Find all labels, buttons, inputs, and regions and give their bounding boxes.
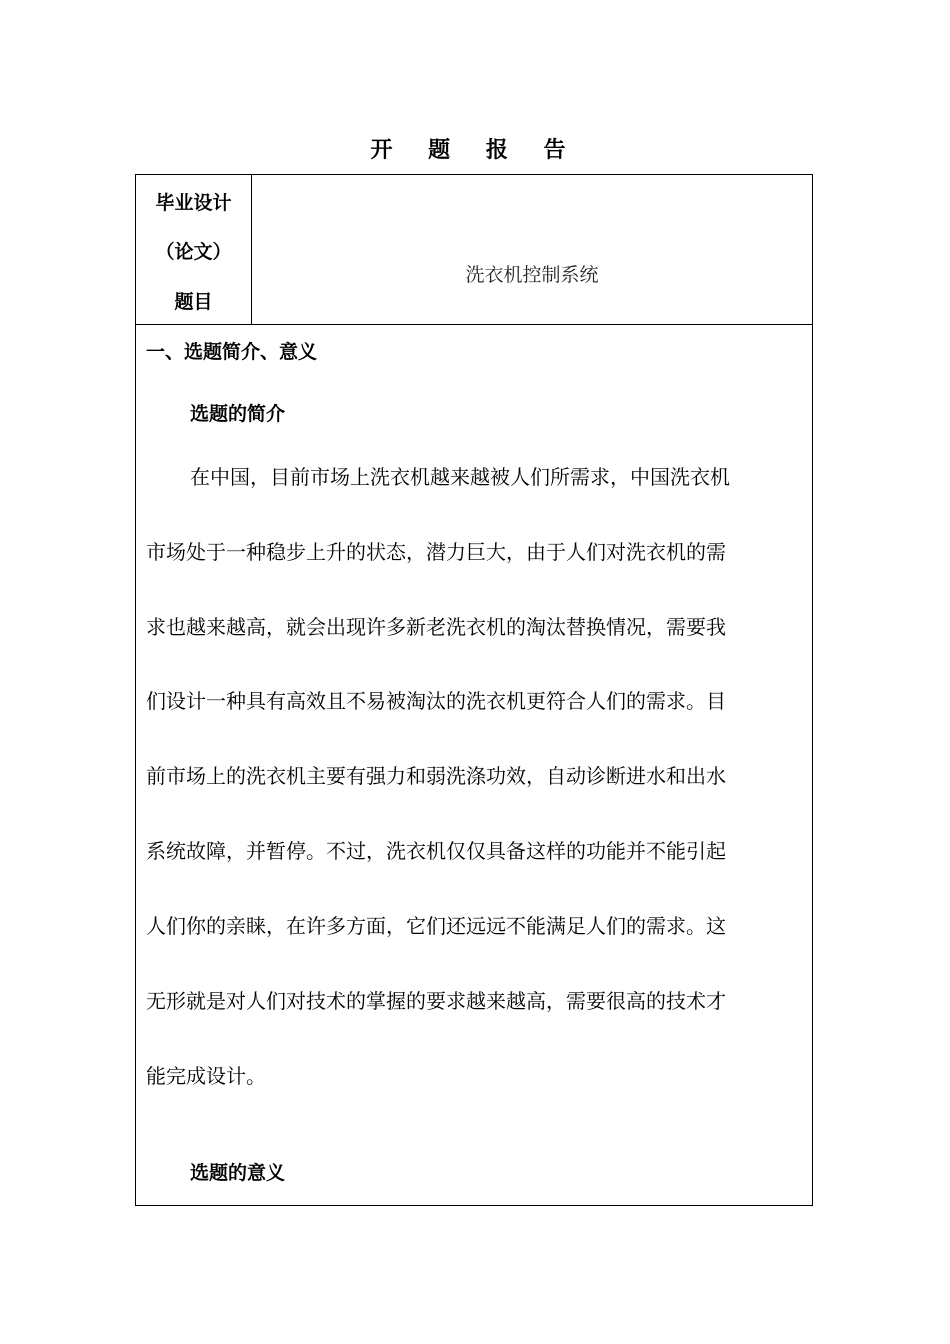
section-body-cell [136,325,812,1205]
intro-line: 无形就是对人们对技术的掌握的要求越来越高，需要很高的技术才 [146,989,726,1013]
report-table [135,174,813,1206]
intro-heading: 选题的简介 [190,403,286,425]
intro-line: 人们你的亲睐，在许多方面，它们还远远不能满足人们的需求。这 [146,914,726,938]
label-line-3: 题目 [174,291,213,313]
intro-line: 在中国，目前市场上洗衣机越来越被人们所需求，中国洗衣机 [190,465,730,489]
thesis-title: 洗衣机控制系统 [465,264,599,286]
intro-line: 市场处于一种稳步上升的状态，潜力巨大，由于人们对洗衣机的需 [146,540,726,564]
intro-line: 能完成设计。 [146,1064,266,1088]
intro-line: 前市场上的洗衣机主要有强力和弱洗涤功效，自动诊断进水和出水 [146,764,726,788]
significance-heading: 选题的意义 [190,1162,286,1184]
intro-line: 系统故障，并暂停。不过，洗衣机仅仅具备这样的功能并不能引起 [146,839,726,863]
intro-line: 求也越来越高，就会出现许多新老洗衣机的淘汰替换情况，需要我 [146,615,726,639]
label-line-1: 毕业设计 [155,192,232,214]
thesis-title-label-cell [136,175,252,325]
label-line-2: （论文） [155,241,232,263]
thesis-title-value-cell [252,175,812,325]
intro-line: 们设计一种具有高效且不易被淘汰的洗衣机更符合人们的需求。目 [146,689,726,713]
page-title: 开 题 报 告 [370,138,580,163]
section-heading: 一、选题简介、意义 [146,341,318,363]
